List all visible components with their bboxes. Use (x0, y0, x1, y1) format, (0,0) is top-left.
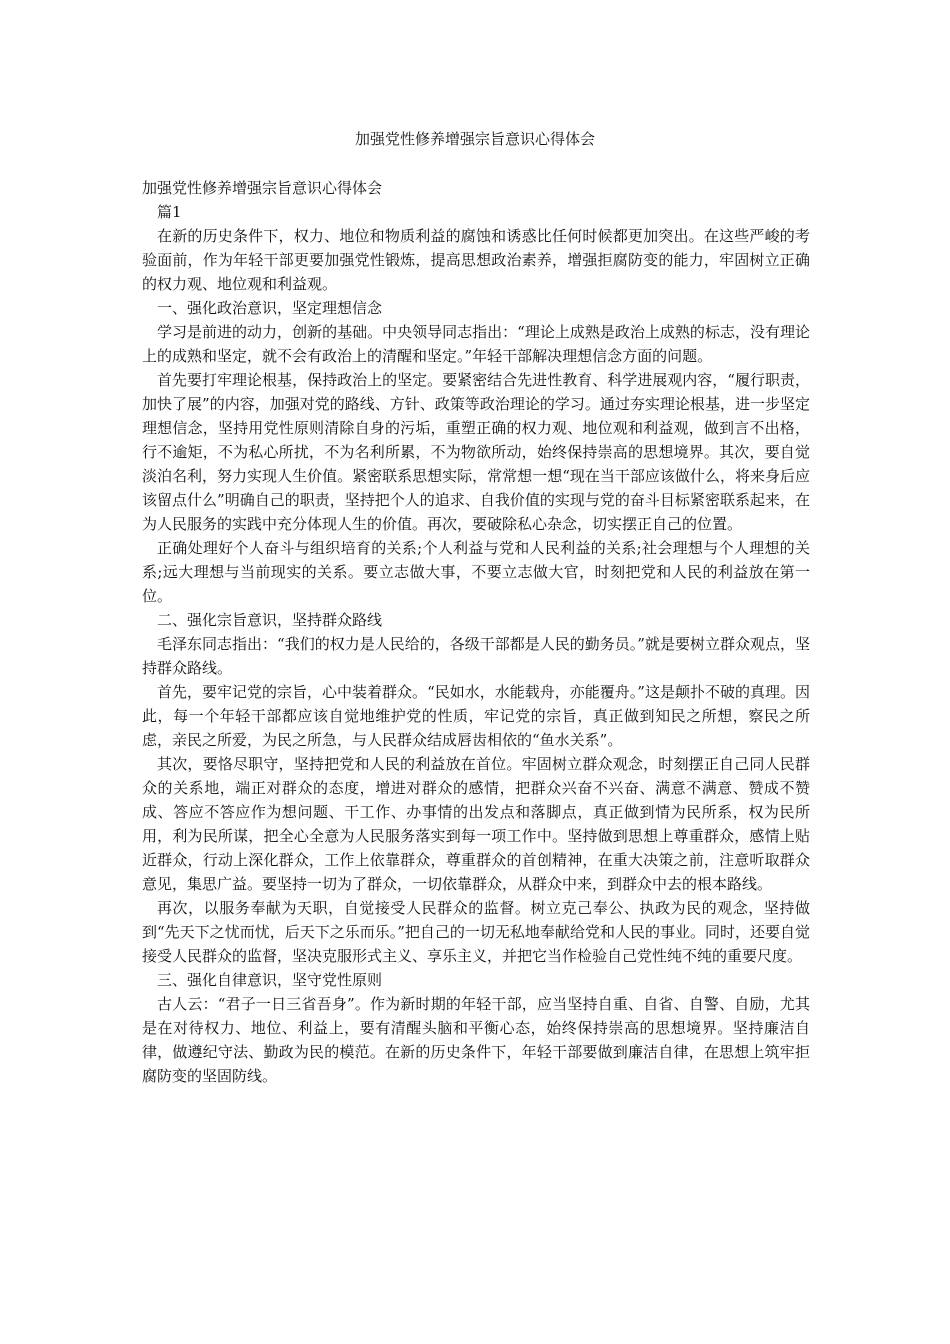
document-body (142, 176, 810, 1088)
section-label: 篇1 (157, 203, 182, 221)
body-paragraph: 在新的历史条件下，权力、地位和物质利益的腐蚀和诱惑比任何时候都更加突出。在这些严峻的考验面前，作为年轻干部更要加强党性锻炼，提高思想政治素养，增强拒腐防变的能力，牢固树立正确的权力观、地位观和利益观。 (142, 227, 810, 293)
body-paragraph: 再次，以服务奉献为天职，自觉接受人民群众的监督。树立克己奉公、执政为民的观念，坚持做到“先天下之忧而忧，后天下之乐而乐。”把自己的一切无私地奉献给党和人民的事业。同时，还要自觉接受人民群众的监督，坚决克服形式主义、享乐主义，并把它当作检验自己党性纯不纯的重要尺度。 (142, 899, 810, 965)
body-paragraph: 首先，要牢记党的宗旨，心中装着群众。“民如水，水能载舟，亦能覆舟。”这是颠扑不破的真理。因此，每一个年轻干部都应该自觉地维护党的性质，牢记党的宗旨，真正做到知民之所想，察民之所虑，亲民之所爱，为民之所急，与人民群众结成唇齿相依的“鱼水关系”。 (142, 683, 810, 749)
body-paragraph: 古人云：“君子一日三省吾身”。作为新时期的年轻干部，应当坚持自重、自省、自警、自励，尤其是在对待权力、地位、利益上，要有清醒头脑和平衡心态，始终保持崇高的思想境界。坚持廉洁自律，做遵纪守法、勤政为民的模范。在新的历史条件下，年轻干部要做到廉洁自律，在思想上筑牢拒腐防变的坚固防线。 (142, 995, 810, 1085)
section-heading: 一、强化政治意识，坚定理想信念 (157, 299, 383, 317)
body-paragraph: 其次，要恪尽职守，坚持把党和人民的利益放在首位。牢固树立群众观念，时刻摆正自己同人民群众的关系地，端正对群众的态度，增进对群众的感情，把群众兴奋不兴奋、满意不满意、赞成不赞成、答应不答应作为想问题、干工作、办事情的出发点和落脚点，真正做到情为民所系，权为民所用，利为民所谋，把全心全意为人民服务落实到每一项工作中。坚持做到思想上尊重群众，感情上贴近群众，行动上深化群众，工作上依靠群众，尊重群众的首创精神，在重大决策之前，注意听取群众意见，集思广益。要坚持一切为了群众，一切依靠群众，从群众中来，到群众中去的根本路线。 (142, 755, 810, 893)
body-paragraph: 正确处理好个人奋斗与组织培育的关系;个人利益与党和人民利益的关系;社会理想与个人理想的关系;远大理想与当前现实的关系。要立志做大事，不要立志做大官，时刻把党和人民的利益放在第一位。 (142, 539, 810, 605)
section-heading: 二、强化宗旨意识，坚持群众路线 (157, 611, 383, 629)
document-title: 加强党性修养增强宗旨意识心得体会 (354, 130, 595, 148)
subtitle-paragraph: 加强党性修养增强宗旨意识心得体会 (142, 179, 383, 197)
section-heading: 三、强化自律意识，坚守党性原则 (157, 971, 383, 989)
body-paragraph: 首先要打牢理论根基，保持政治上的坚定。要紧密结合先进性教育、科学进展观内容，“履行职责，加快了展”的内容，加强对党的路线、方针、政策等政治理论的学习。通过夯实理论根基，进一步坚定理想信念，坚持用党性原则清除自身的污垢，重塑正确的权力观、地位观和利益观，做到言不出格，行不逾矩，不为私心所扰，不为名利所累，不为物欲所动，始终保持崇高的思想境界。其次，要自觉淡泊名利，努力实现人生价值。紧密联系思想实际，常常想一想“现在当干部应该做什么，将来身后应该留点什么”明确自己的职责，坚持把个人的追求、自我价值的实现与党的奋斗目标紧密联系起来，在为人民服务的实践中充分体现人生的价值。再次，要破除私心杂念，切实摆正自己的位置。 (142, 371, 810, 533)
body-paragraph: 学习是前进的动力，创新的基础。中央领导同志指出：“理论上成熟是政治上成熟的标志，没有理论上的成熟和坚定，就不会有政治上的清醒和坚定。”年轻干部解决理想信念方面的问题。 (142, 323, 810, 365)
body-paragraph: 毛泽东同志指出：“我们的权力是人民给的，各级干部都是人民的勤务员。”就是要树立群众观点，坚持群众路线。 (142, 635, 810, 677)
